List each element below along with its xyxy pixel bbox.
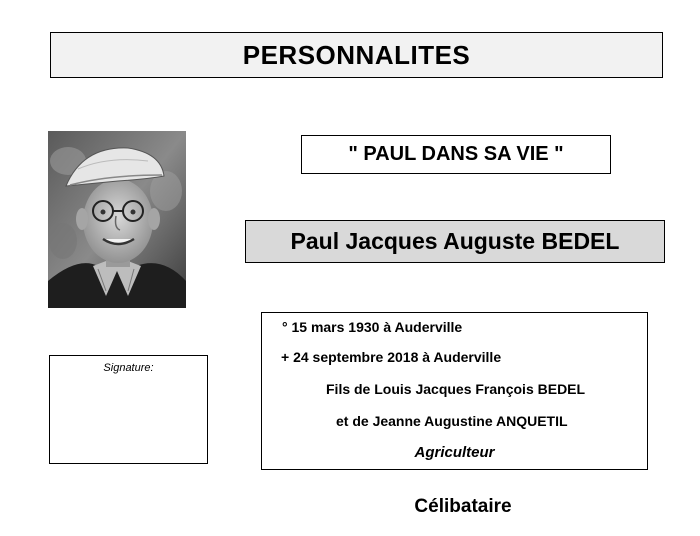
marital-status: Célibataire: [414, 496, 512, 517]
birth-line: ° 15 mars 1930 à Auderville: [282, 319, 463, 335]
mother-line: et de Jeanne Augustine ANQUETIL: [336, 413, 568, 429]
subtitle-text: " PAUL DANS SA VIE ": [348, 143, 564, 165]
father-line: Fils de Louis Jacques François BEDEL: [326, 381, 586, 397]
portrait-photo: [48, 131, 186, 308]
subtitle-box: [301, 135, 611, 174]
signature-label: Signature:: [103, 362, 154, 374]
name-box: [245, 220, 665, 263]
full-name: Paul Jacques Auguste BEDEL: [290, 228, 620, 254]
death-line: + 24 septembre 2018 à Auderville: [281, 349, 502, 365]
occupation: Agriculteur: [414, 444, 495, 461]
page-title: PERSONNALITES: [242, 39, 471, 70]
signature-box: [49, 355, 208, 464]
details-box: [261, 312, 648, 470]
header-banner: [50, 32, 663, 78]
